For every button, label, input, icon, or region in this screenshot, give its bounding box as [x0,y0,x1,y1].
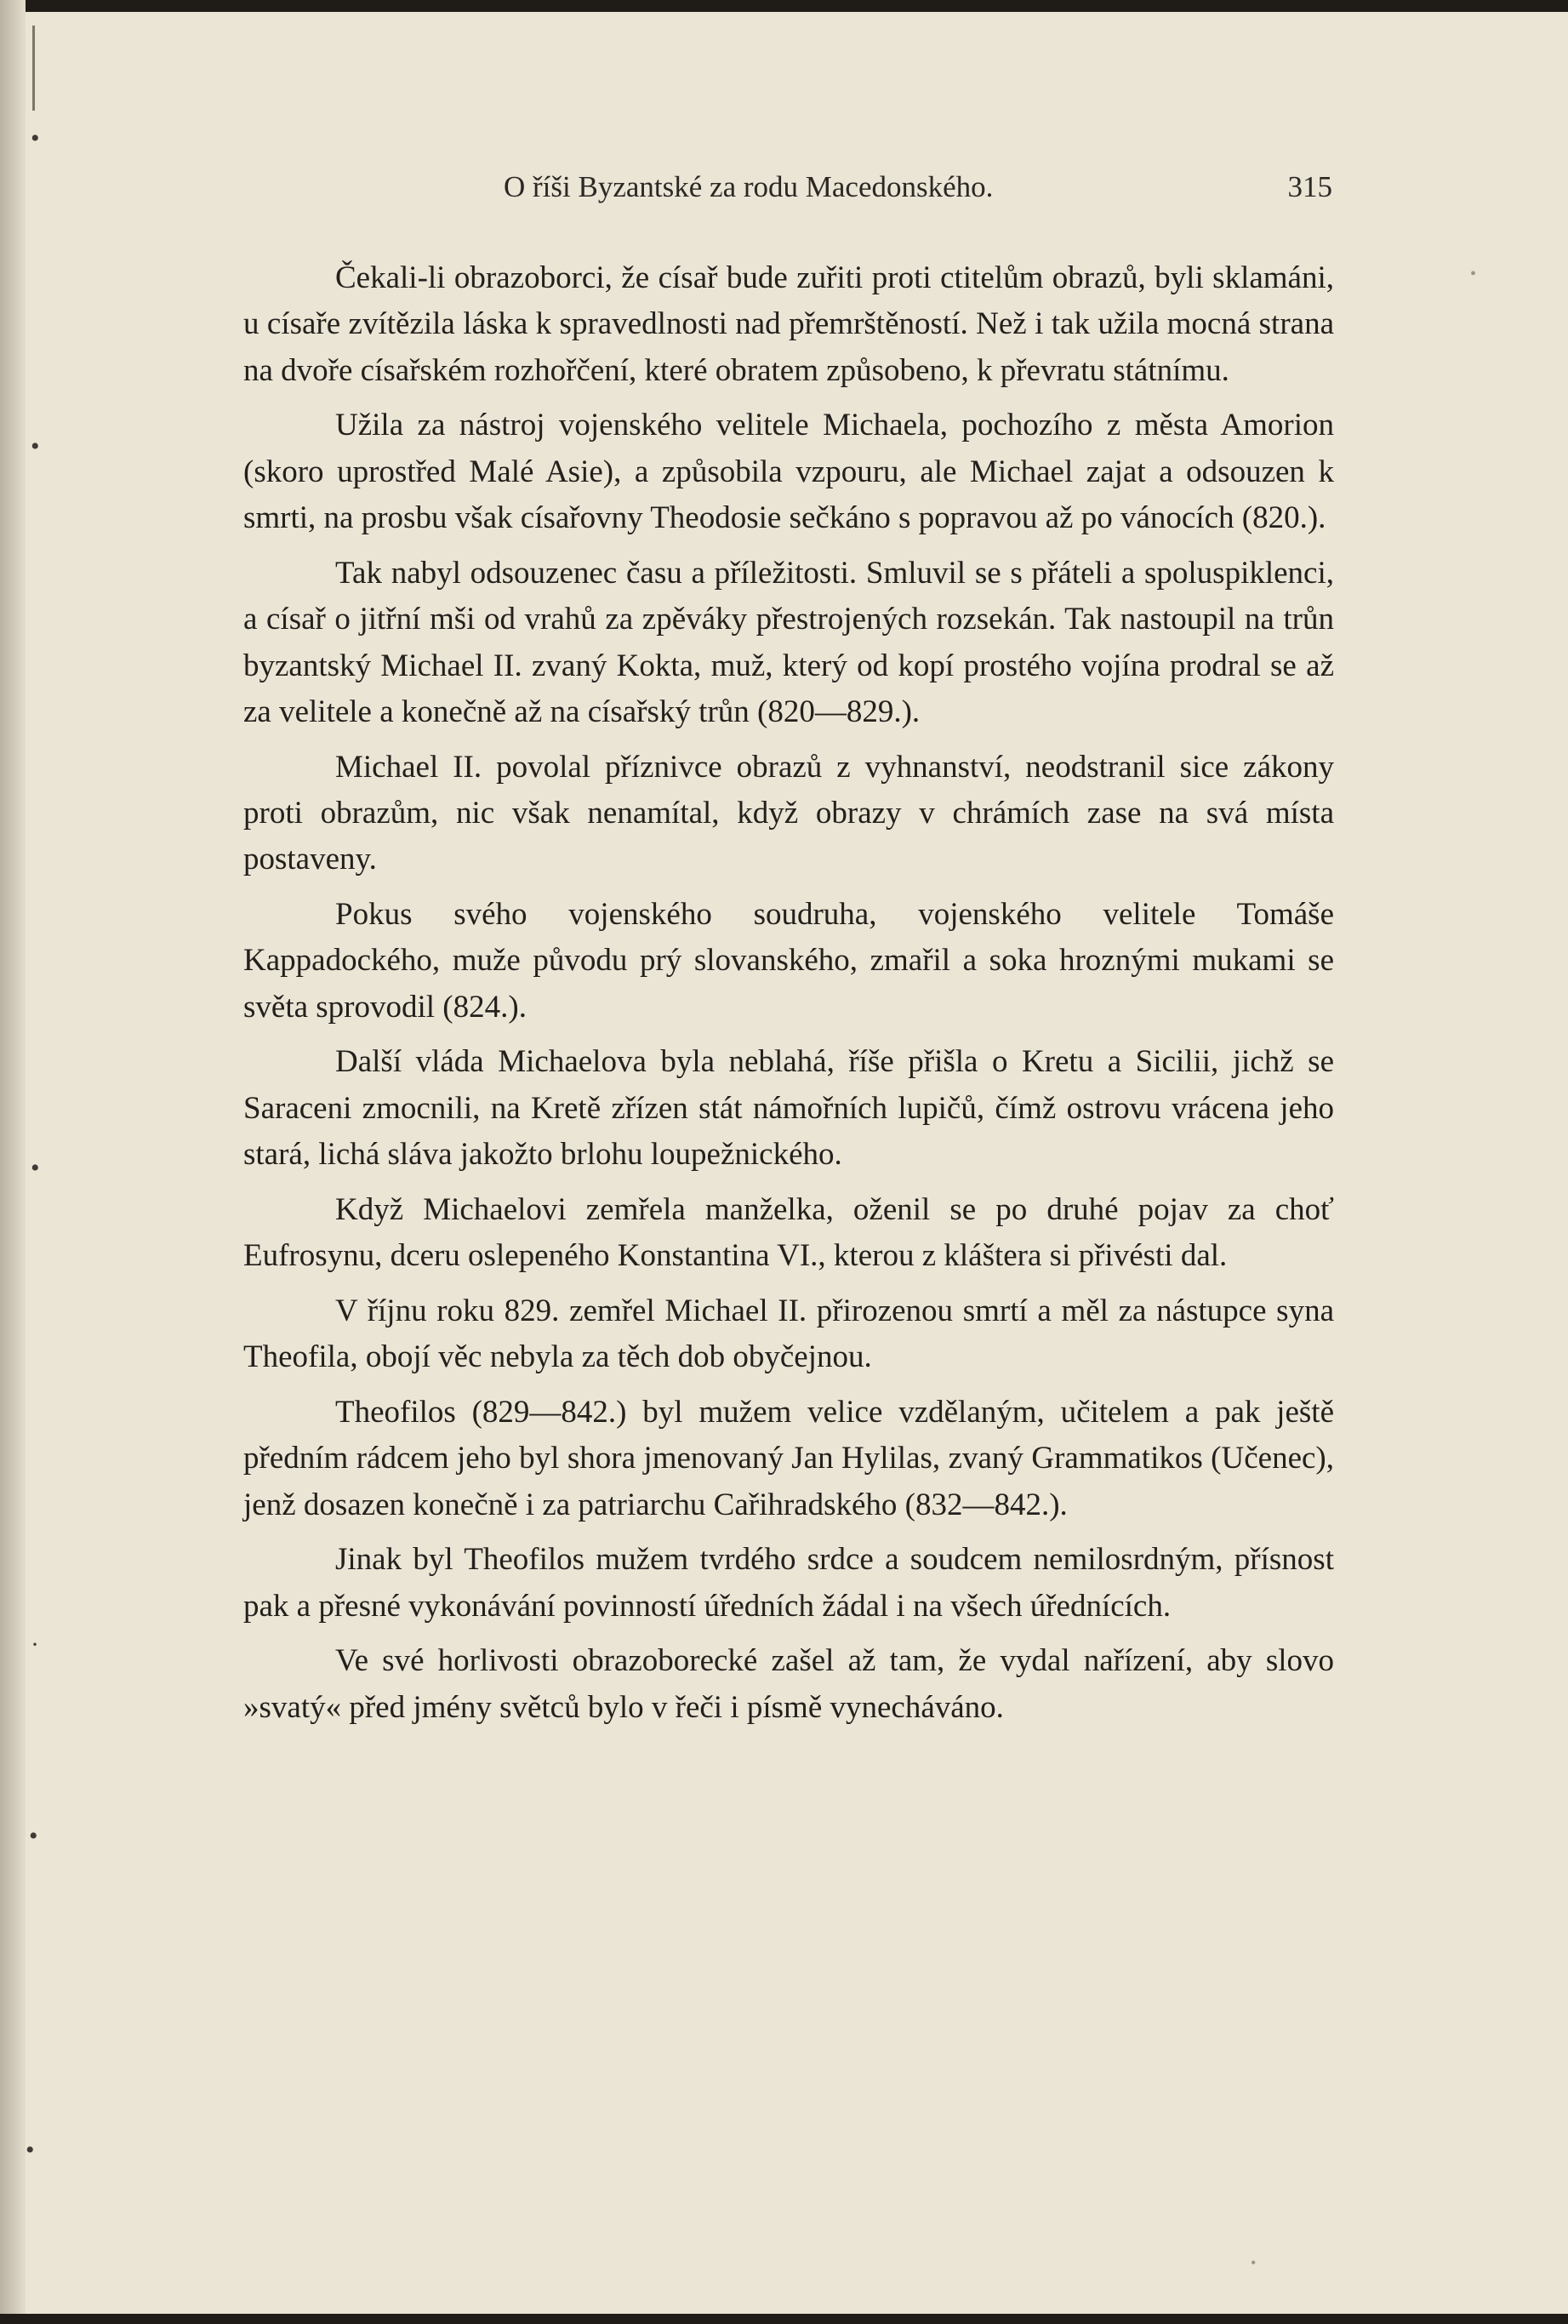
margin-mark: • [31,432,40,460]
page-bottom-edge [0,2314,1568,2324]
margin-mark: · [31,1630,39,1659]
body-text [243,255,1334,1739]
page-binding-edge [0,0,26,2324]
binding-line [32,26,35,111]
page-number: 315 [1287,170,1332,203]
paragraph: Theofilos (829—842.) byl mužem velice vzdělaným, učitelem a pak ještě předním rádcem jeho byl shora jmenovaný Jan Hylilas, zvaný Grammatikos (Učenec), jenž dosazen konečně i za patriarchu Cařihradského (832—842.). [243,1394,1334,1522]
paragraph: Jinak byl Theofilos mužem tvrdého srdce a soudcem nemilosrdným, přísnost pak a přesné vykonávání povinností úředních žádal i na všech úřednících. [243,1542,1334,1624]
paragraph: Užila za nástroj vojenského velitele Michaela, pochozího z města Amorion (skoro uprostřed Malé Asie), a způsobila vzpouru, ale Michael zajat a odsouzen k smrti, na prosbu však císařovny Theodosie sečkáno s popravou až po vánocích (820.). [243,408,1334,536]
running-title: O říši Byzantské za rodu Macedonského. [504,170,994,203]
paragraph: Michael II. povolal příznivce obrazů z vyhnanství, neodstranil sice zákony proti obrazům, nic však nenamítal, když obrazy v chrámích zase na svá místa postaveny. [243,749,1334,877]
margin-mark: • [31,1154,40,1182]
margin-mark: • [29,1822,38,1850]
page-top-edge [0,0,1568,12]
paragraph: Čekali-li obrazoborci, že císař bude zuřiti proti ctitelům obrazů, byli sklamáni, u císaře zvítězila láska k spravedlnosti nad přemrštěností. Než i tak užila mocná strana na dvoře císařském rozhořčení, které obratem způsobeno, k převratu státnímu. [243,260,1334,388]
margin-mark: • [31,124,40,152]
paragraph: Další vláda Michaelova byla neblahá, říše přišla o Kretu a Sicilii, jichž se Saraceni zmocnili, na Kretě zřízen stát námořních lupičů, čímž ostrovu vrácena jeho stará, lichá sláva jakožto brlohu loupežnického. [243,1044,1334,1173]
margin-mark: • [1470,265,1477,283]
paragraph: V říjnu roku 829. zemřel Michael II. přirozenou smrtí a měl za nástupce syna Theofila, obojí věc nebyla za těch dob obyčejnou. [243,1293,1334,1375]
margin-mark: • [26,2136,35,2164]
paragraph: Ve své horlivosti obrazoborecké zašel až tam, že vydal nařízení, aby slovo »svatý« před jmény světců bylo v řeči i písmě vynecháváno. [243,1643,1334,1725]
margin-mark: • [1251,2254,1257,2271]
paragraph: Když Michaelovi zemřela manželka, oženil se po druhé pojav za choť Eufrosynu, dceru oslepeného Konstantina VI., kterou z kláštera si přivésti dal. [243,1191,1334,1274]
paragraph: Tak nabyl odsouzenec času a příležitosti. Smluvil se s přáteli a spoluspiklenci, a císař o jitřní mši od vrahů za zpěváky přestrojených rozsekán. Tak nastoupil na trůn byzantský Michael II. zvaný Kokta, muž, který od kopí prostého vojína prodral se až za velitele a konečně až na císařský trůn (820—829.). [243,555,1334,730]
paragraph: Pokus svého vojenského soudruha, vojenského velitele Tomáše Kappadockého, muže původu prý slovanského, zmařil a soka hroznými mukami se světa sprovodil (824.). [243,897,1334,1025]
